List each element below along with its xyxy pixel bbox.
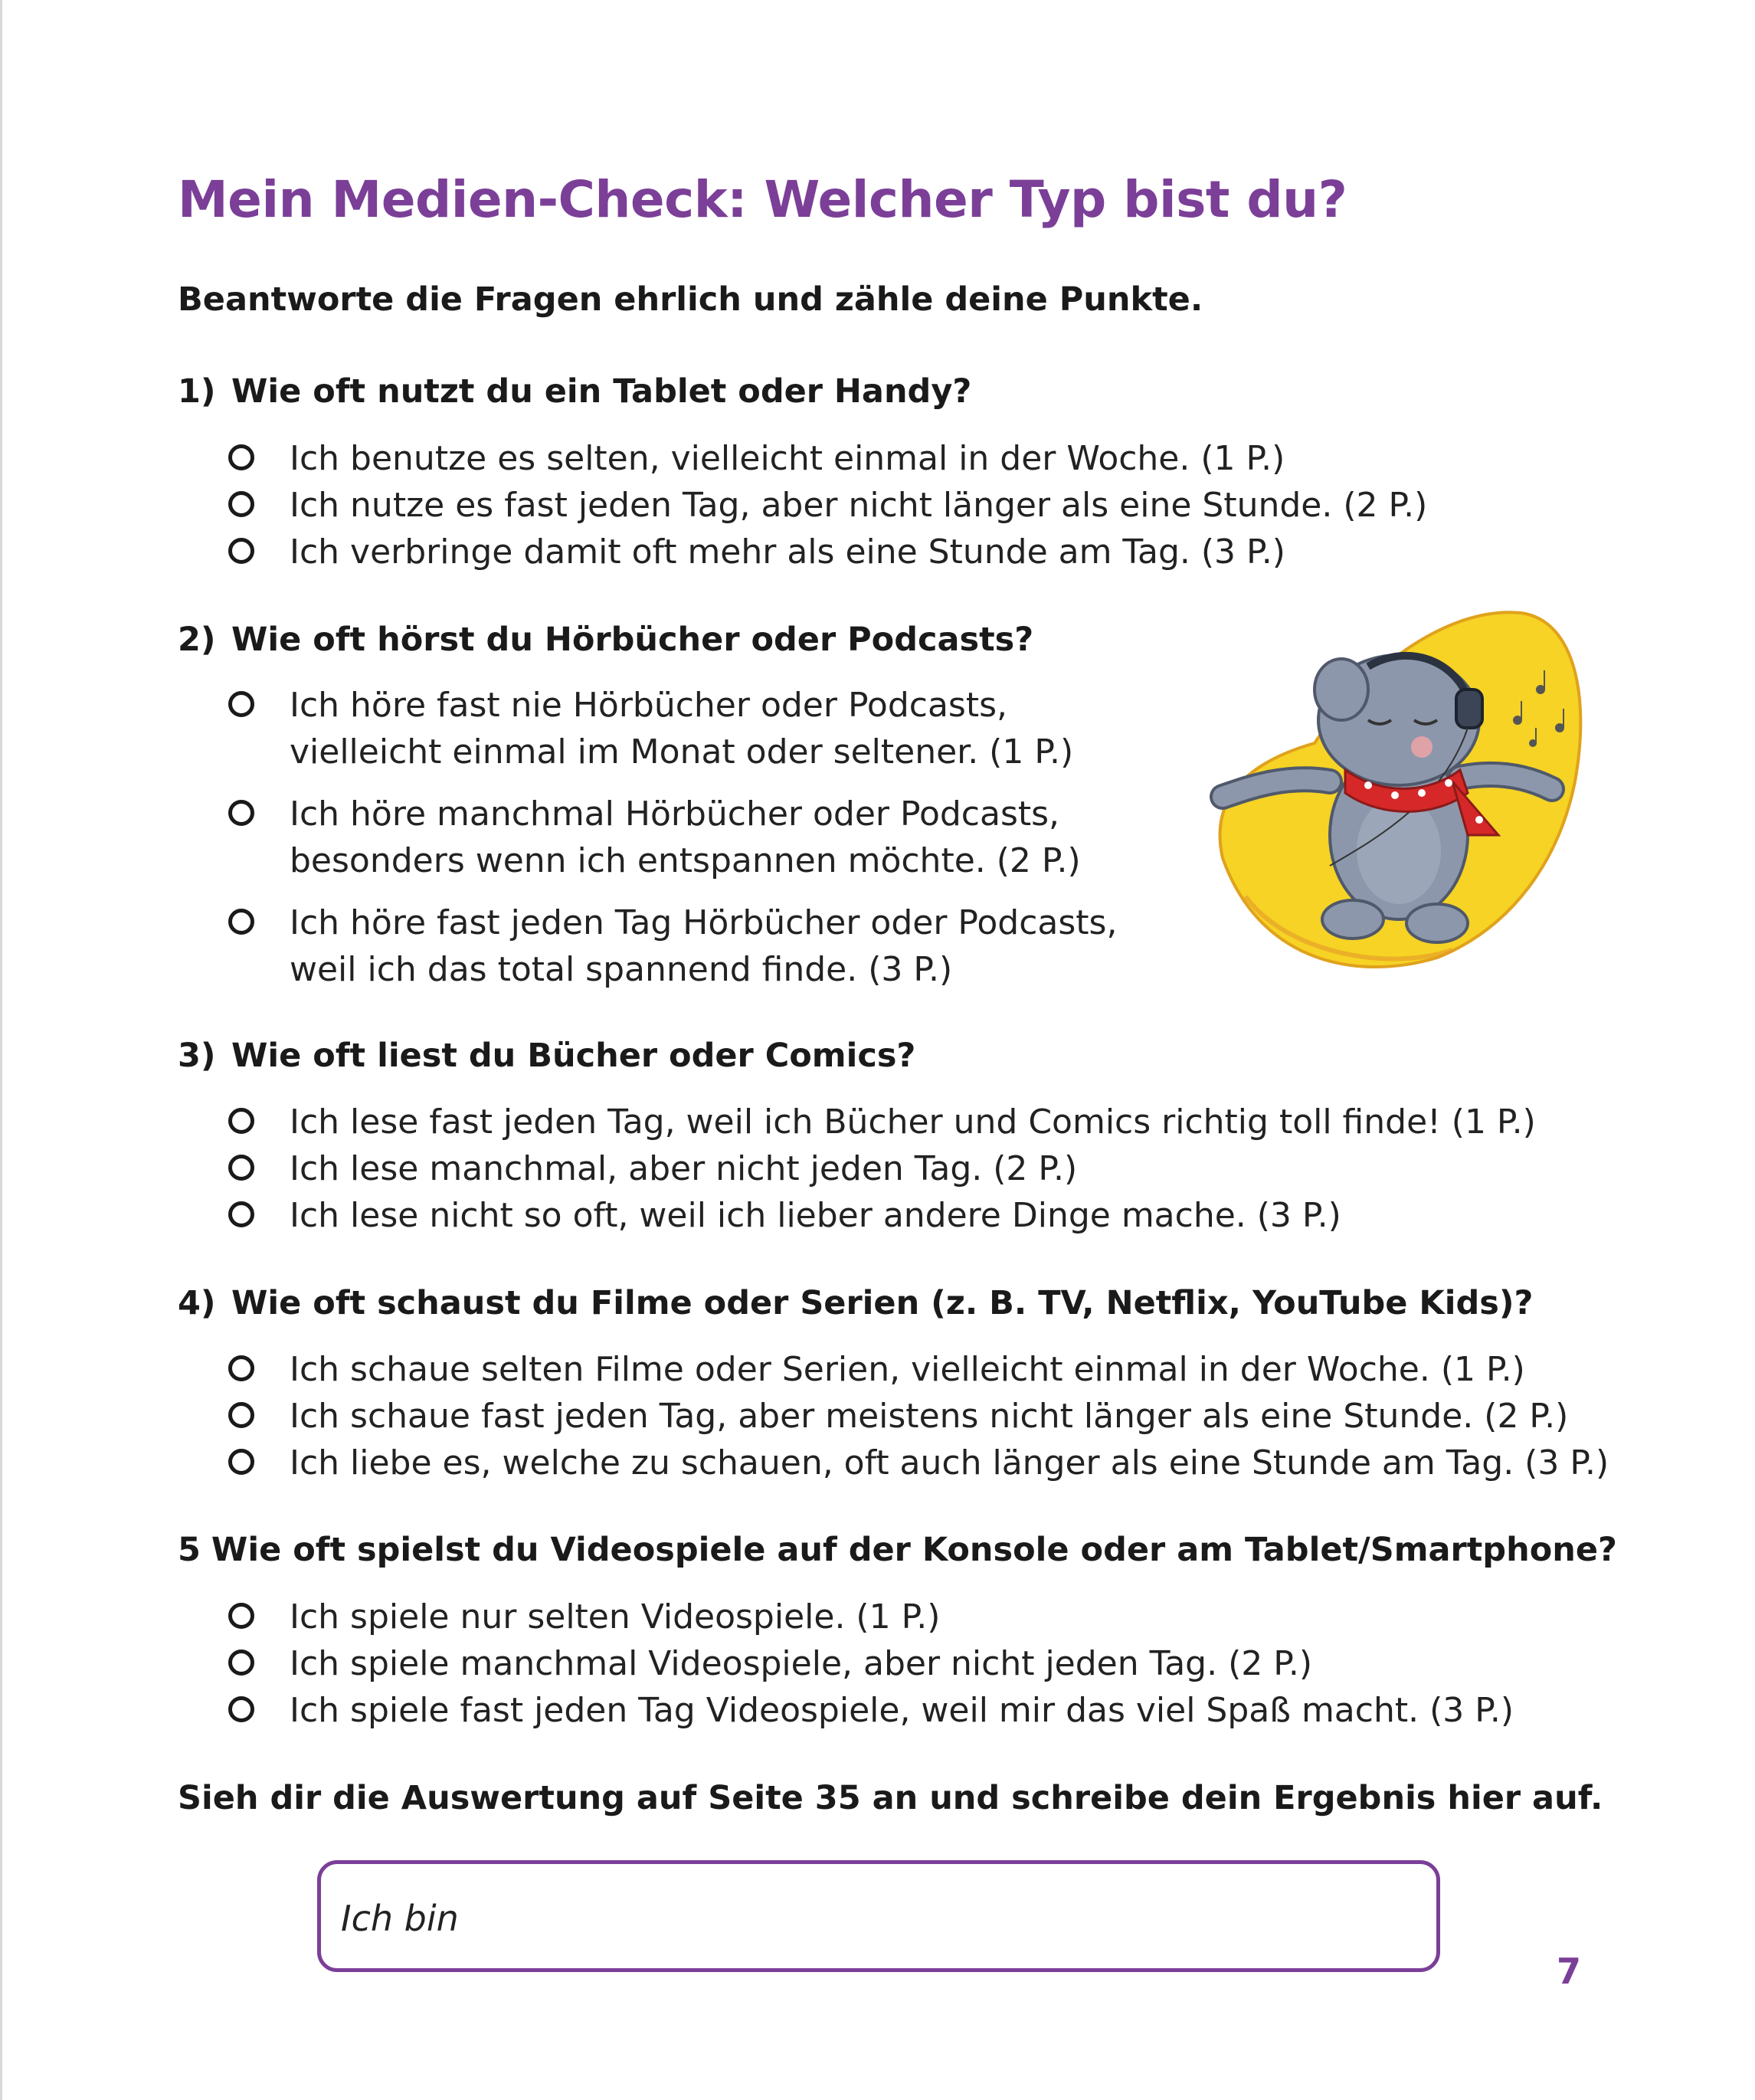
radio-circle-icon[interactable] [228, 1696, 254, 1722]
question-2-text: Wie oft hörst du Hörbücher oder Podcasts? [231, 621, 1034, 659]
option-label: Ich spiele nur selten Videospiele. (1 P.) [290, 1597, 941, 1636]
radio-circle-icon[interactable] [228, 538, 254, 564]
option-label: Ich lese manchmal, aber nicht jeden Tag. (2 P.) [290, 1149, 1078, 1188]
question-5-text: Wie oft spielst du Videospiele auf der Konsole oder am Tablet/Smartphone? [211, 1531, 1617, 1569]
question-5-heading [178, 1531, 1617, 1569]
question-2-heading [178, 621, 1033, 659]
option-label: Ich benutze es selten, vielleicht einmal in der Woche. (1 P.) [290, 439, 1285, 478]
option-label: Ich lese nicht so oft, weil ich lieber andere Dinge mache. (3 P.) [290, 1196, 1341, 1235]
radio-circle-icon[interactable] [228, 1355, 254, 1381]
option-label: Ich verbringe damit oft mehr als eine Stunde am Tag. (3 P.) [290, 532, 1285, 572]
question-5-number: 5 [178, 1531, 201, 1569]
radio-circle-icon[interactable] [228, 1650, 254, 1676]
radio-circle-icon[interactable] [228, 1201, 254, 1227]
option-label: Ich schaue selten Filme oder Serien, vielleicht einmal in der Woche. (1 P.) [290, 1350, 1525, 1389]
option-label-line-1: Ich höre fast jeden Tag Hörbücher oder Podcasts, [290, 903, 1118, 942]
page-edge [0, 0, 2, 2100]
radio-circle-icon[interactable] [228, 1402, 254, 1428]
option-label-line-2: vielleicht einmal im Monat oder seltener. (1 P.) [290, 732, 1074, 772]
option-label: Ich schaue fast jeden Tag, aber meistens nicht länger als eine Stunde. (2 P.) [290, 1397, 1569, 1436]
radio-circle-icon[interactable] [228, 1603, 254, 1629]
question-4-heading [178, 1284, 1533, 1322]
result-input-box[interactable] [317, 1860, 1440, 1972]
question-3-heading [178, 1037, 915, 1075]
option-label-line-2: weil ich das total spannend finde. (3 P.) [290, 950, 953, 989]
option-label: Ich spiele manchmal Videospiele, aber nicht jeden Tag. (2 P.) [290, 1644, 1313, 1683]
option-label-line-2: besonders wenn ich entspannen möchte. (2 P.) [290, 841, 1081, 880]
mouse-with-headphones-icon [1192, 605, 1590, 988]
option-label: Ich nutze es fast jeden Tag, aber nicht länger als eine Stunde. (2 P.) [290, 486, 1428, 525]
page-title: Mein Medien-Check: Welcher Typ bist du? [178, 170, 1347, 229]
option-label: Ich liebe es, welche zu schauen, oft auch länger als eine Stunde am Tag. (3 P.) [290, 1443, 1609, 1482]
question-4-text: Wie oft schaust du Filme oder Serien (z. B. TV, Netflix, YouTube Kids)? [231, 1284, 1534, 1322]
radio-circle-icon[interactable] [228, 1449, 254, 1475]
option-label: Ich spiele fast jeden Tag Videospiele, weil mir das viel Spaß macht. (3 P.) [290, 1691, 1514, 1730]
radio-circle-icon[interactable] [228, 800, 254, 826]
question-2-number: 2) [178, 621, 216, 659]
question-3-text: Wie oft liest du Bücher oder Comics? [231, 1037, 916, 1075]
result-input-label: Ich bin [341, 1898, 459, 1939]
radio-circle-icon[interactable] [228, 1108, 254, 1134]
result-instruction: Sieh dir die Auswertung auf Seite 35 an und schreibe dein Ergebnis hier auf. [178, 1779, 1603, 1817]
page-number: 7 [1557, 1951, 1582, 1992]
option-label-line-1: Ich höre fast nie Hörbücher oder Podcasts, [290, 686, 1007, 725]
instructions: Beantworte die Fragen ehrlich und zähle deine Punkte. [178, 280, 1203, 319]
question-4-number: 4) [178, 1284, 216, 1322]
radio-circle-icon[interactable] [228, 491, 254, 517]
radio-circle-icon[interactable] [228, 691, 254, 717]
question-3-number: 3) [178, 1037, 216, 1075]
option-label-line-1: Ich höre manchmal Hörbücher oder Podcasts, [290, 794, 1060, 834]
radio-circle-icon[interactable] [228, 444, 254, 470]
question-1-number: 1) [178, 372, 216, 411]
question-1-heading [178, 372, 971, 411]
radio-circle-icon[interactable] [228, 909, 254, 935]
radio-circle-icon[interactable] [228, 1155, 254, 1181]
question-1-text: Wie oft nutzt du ein Tablet oder Handy? [231, 372, 972, 411]
option-label: Ich lese fast jeden Tag, weil ich Bücher und Comics richtig toll finde! (1 P.) [290, 1102, 1536, 1142]
